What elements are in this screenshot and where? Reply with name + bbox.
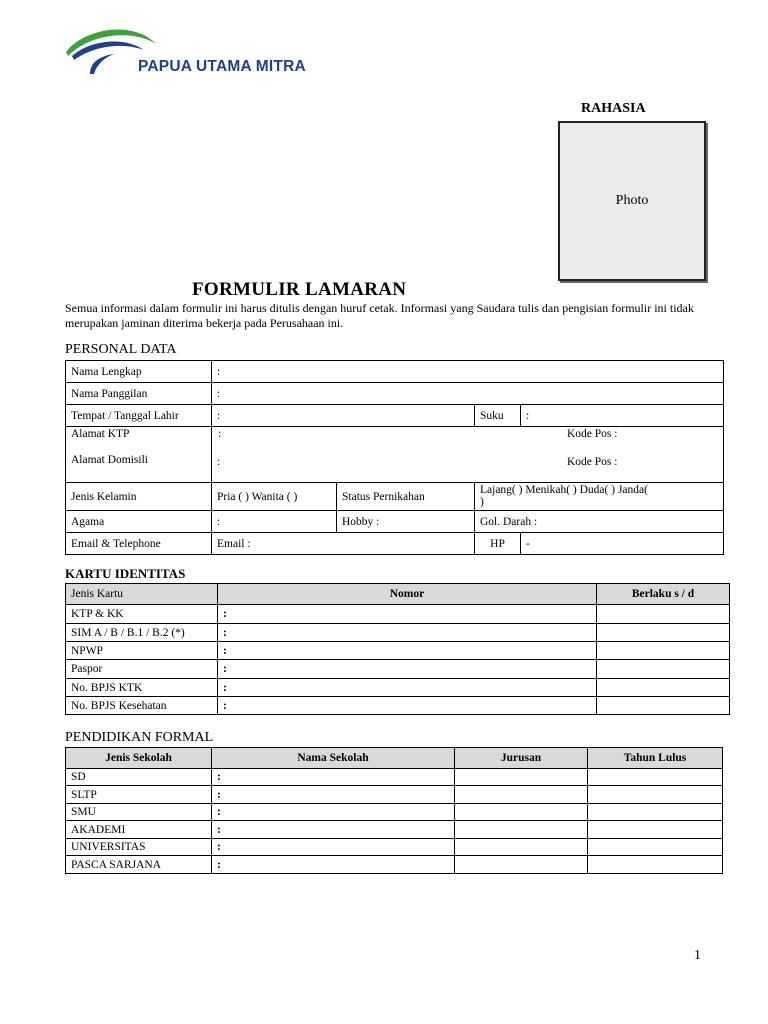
- row-label: SLTP: [66, 786, 212, 804]
- jurusan-field[interactable]: [455, 786, 588, 804]
- table-row: [66, 679, 730, 697]
- field-label: Status Pernikahan: [337, 483, 475, 511]
- table-row: [66, 856, 723, 874]
- nomor-field[interactable]: :: [218, 624, 597, 642]
- nama-lengkap-field[interactable]: :: [212, 361, 724, 383]
- berlaku-field[interactable]: [597, 605, 730, 624]
- nama-sekolah-field[interactable]: :: [212, 856, 455, 874]
- row-label: SD: [66, 769, 212, 786]
- row-label: UNIVERSITAS: [66, 839, 212, 856]
- alamat-ktp-field[interactable]: :: [218, 428, 222, 440]
- ttl-field[interactable]: :: [212, 405, 475, 427]
- field-label: Nama Lengkap: [66, 361, 212, 383]
- field-label: Alamat KTP: [71, 428, 130, 440]
- table-row: [66, 511, 724, 533]
- gol-darah-field[interactable]: Gol. Darah :: [475, 511, 724, 533]
- table-row: [66, 769, 723, 786]
- table-row: [66, 361, 724, 383]
- berlaku-field[interactable]: [597, 697, 730, 715]
- table-row: [66, 697, 730, 715]
- hobby-field[interactable]: Hobby :: [337, 511, 475, 533]
- table-row: [66, 786, 723, 804]
- company-logo: [64, 22, 306, 84]
- nomor-field[interactable]: :: [218, 697, 597, 715]
- table-row: [66, 605, 730, 624]
- row-label: NPWP: [66, 642, 218, 660]
- page-number: 1: [694, 948, 701, 963]
- column-header: Nomor: [218, 584, 597, 605]
- marital-options-line: Lajang( ) Menikah( ) Duda( ) Janda(: [480, 484, 648, 496]
- hp-field[interactable]: -: [521, 533, 724, 555]
- berlaku-field[interactable]: [597, 642, 730, 660]
- row-label: No. BPJS KTK: [66, 679, 218, 697]
- table-row: [66, 821, 723, 839]
- identity-table: [65, 583, 730, 715]
- nama-sekolah-field[interactable]: :: [212, 839, 455, 856]
- row-label: No. BPJS Kesehatan: [66, 697, 218, 715]
- agama-field[interactable]: :: [212, 511, 337, 533]
- column-header: Jenis Kartu: [66, 584, 218, 605]
- field-label: Alamat Domisili: [71, 454, 148, 466]
- tahun-lulus-field[interactable]: [588, 786, 723, 804]
- personal-data-table: [65, 360, 724, 555]
- column-header: Jurusan: [455, 748, 588, 769]
- row-label: SIM A / B / B.1 / B.2 (*): [66, 624, 218, 642]
- alamat-domisili-field[interactable]: :: [217, 456, 221, 468]
- gender-options[interactable]: Pria ( ) Wanita ( ): [212, 483, 337, 511]
- field-label: HP: [475, 533, 521, 555]
- confidential-label: RAHASIA: [581, 101, 646, 116]
- tahun-lulus-field[interactable]: [588, 821, 723, 839]
- column-header: Tahun Lulus: [588, 748, 723, 769]
- table-row: [66, 660, 730, 679]
- form-intro: Semua informasi dalam formulir ini harus ditulis dengan huruf cetak. Informasi yang Saudara tulis dan pengisian formulir ini tidak merupakan jaminan diterima bekerja pada Perusahaan ini.: [65, 301, 694, 330]
- education-table: [65, 747, 723, 874]
- field-label: Jenis Kelamin: [66, 483, 212, 511]
- field-label: Suku: [475, 405, 521, 427]
- kode-pos-ktp: Kode Pos :: [567, 428, 618, 440]
- nomor-field[interactable]: :: [218, 605, 597, 624]
- marital-status-options[interactable]: [475, 483, 724, 511]
- nama-sekolah-field[interactable]: :: [212, 786, 455, 804]
- identity-heading: KARTU IDENTITAS: [65, 566, 186, 581]
- jurusan-field[interactable]: [455, 821, 588, 839]
- tahun-lulus-field[interactable]: [588, 804, 723, 821]
- education-heading: PENDIDIKAN FORMAL: [65, 730, 214, 745]
- table-row: [66, 804, 723, 821]
- field-label: Email & Telephone: [66, 533, 212, 555]
- table-row: [66, 642, 730, 660]
- column-header: Berlaku s / d: [597, 584, 730, 605]
- row-label: PASCA SARJANA: [66, 856, 212, 874]
- jurusan-field[interactable]: [455, 769, 588, 786]
- nomor-field[interactable]: :: [218, 679, 597, 697]
- address-labels: [66, 427, 212, 483]
- row-label: KTP & KK: [66, 605, 218, 624]
- table-row: [66, 624, 730, 642]
- field-label: Tempat / Tanggal Lahir: [66, 405, 212, 427]
- berlaku-field[interactable]: [597, 679, 730, 697]
- table-row: [66, 405, 724, 427]
- table-row: [66, 533, 724, 555]
- nama-panggilan-field[interactable]: :: [212, 383, 724, 405]
- table-row: [66, 483, 724, 511]
- address-fields[interactable]: [212, 427, 724, 483]
- email-field[interactable]: Email :: [212, 533, 475, 555]
- nomor-field[interactable]: :: [218, 660, 597, 679]
- nama-sekolah-field[interactable]: :: [212, 769, 455, 786]
- tahun-lulus-field[interactable]: [588, 769, 723, 786]
- jurusan-field[interactable]: [455, 839, 588, 856]
- tahun-lulus-field[interactable]: [588, 856, 723, 874]
- photo-box: [558, 121, 706, 281]
- berlaku-field[interactable]: [597, 624, 730, 642]
- photo-label: Photo: [615, 193, 649, 208]
- field-label: Agama: [66, 511, 212, 533]
- jurusan-field[interactable]: [455, 804, 588, 821]
- table-row: [66, 427, 724, 483]
- company-name: PAPUA UTAMA MITRA: [138, 58, 306, 75]
- suku-field[interactable]: :: [521, 405, 724, 427]
- column-header: Jenis Sekolah: [66, 748, 212, 769]
- field-label: Nama Panggilan: [66, 383, 212, 405]
- form-title: FORMULIR LAMARAN: [192, 279, 407, 300]
- jurusan-field[interactable]: [455, 856, 588, 874]
- nama-sekolah-field[interactable]: :: [212, 804, 455, 821]
- kode-pos-domisili: Kode Pos :: [567, 456, 618, 468]
- column-header: Nama Sekolah: [212, 748, 455, 769]
- marital-options-line: ): [480, 496, 484, 508]
- nama-sekolah-field[interactable]: :: [212, 821, 455, 839]
- row-label: SMU: [66, 804, 212, 821]
- table-header-row: [66, 748, 723, 769]
- berlaku-field[interactable]: [597, 660, 730, 679]
- personal-data-heading: PERSONAL DATA: [65, 342, 177, 357]
- row-label: AKADEMI: [66, 821, 212, 839]
- table-row: [66, 383, 724, 405]
- tahun-lulus-field[interactable]: [588, 839, 723, 856]
- nomor-field[interactable]: :: [218, 642, 597, 660]
- row-label: Paspor: [66, 660, 218, 679]
- table-header-row: [66, 584, 730, 605]
- table-row: [66, 839, 723, 856]
